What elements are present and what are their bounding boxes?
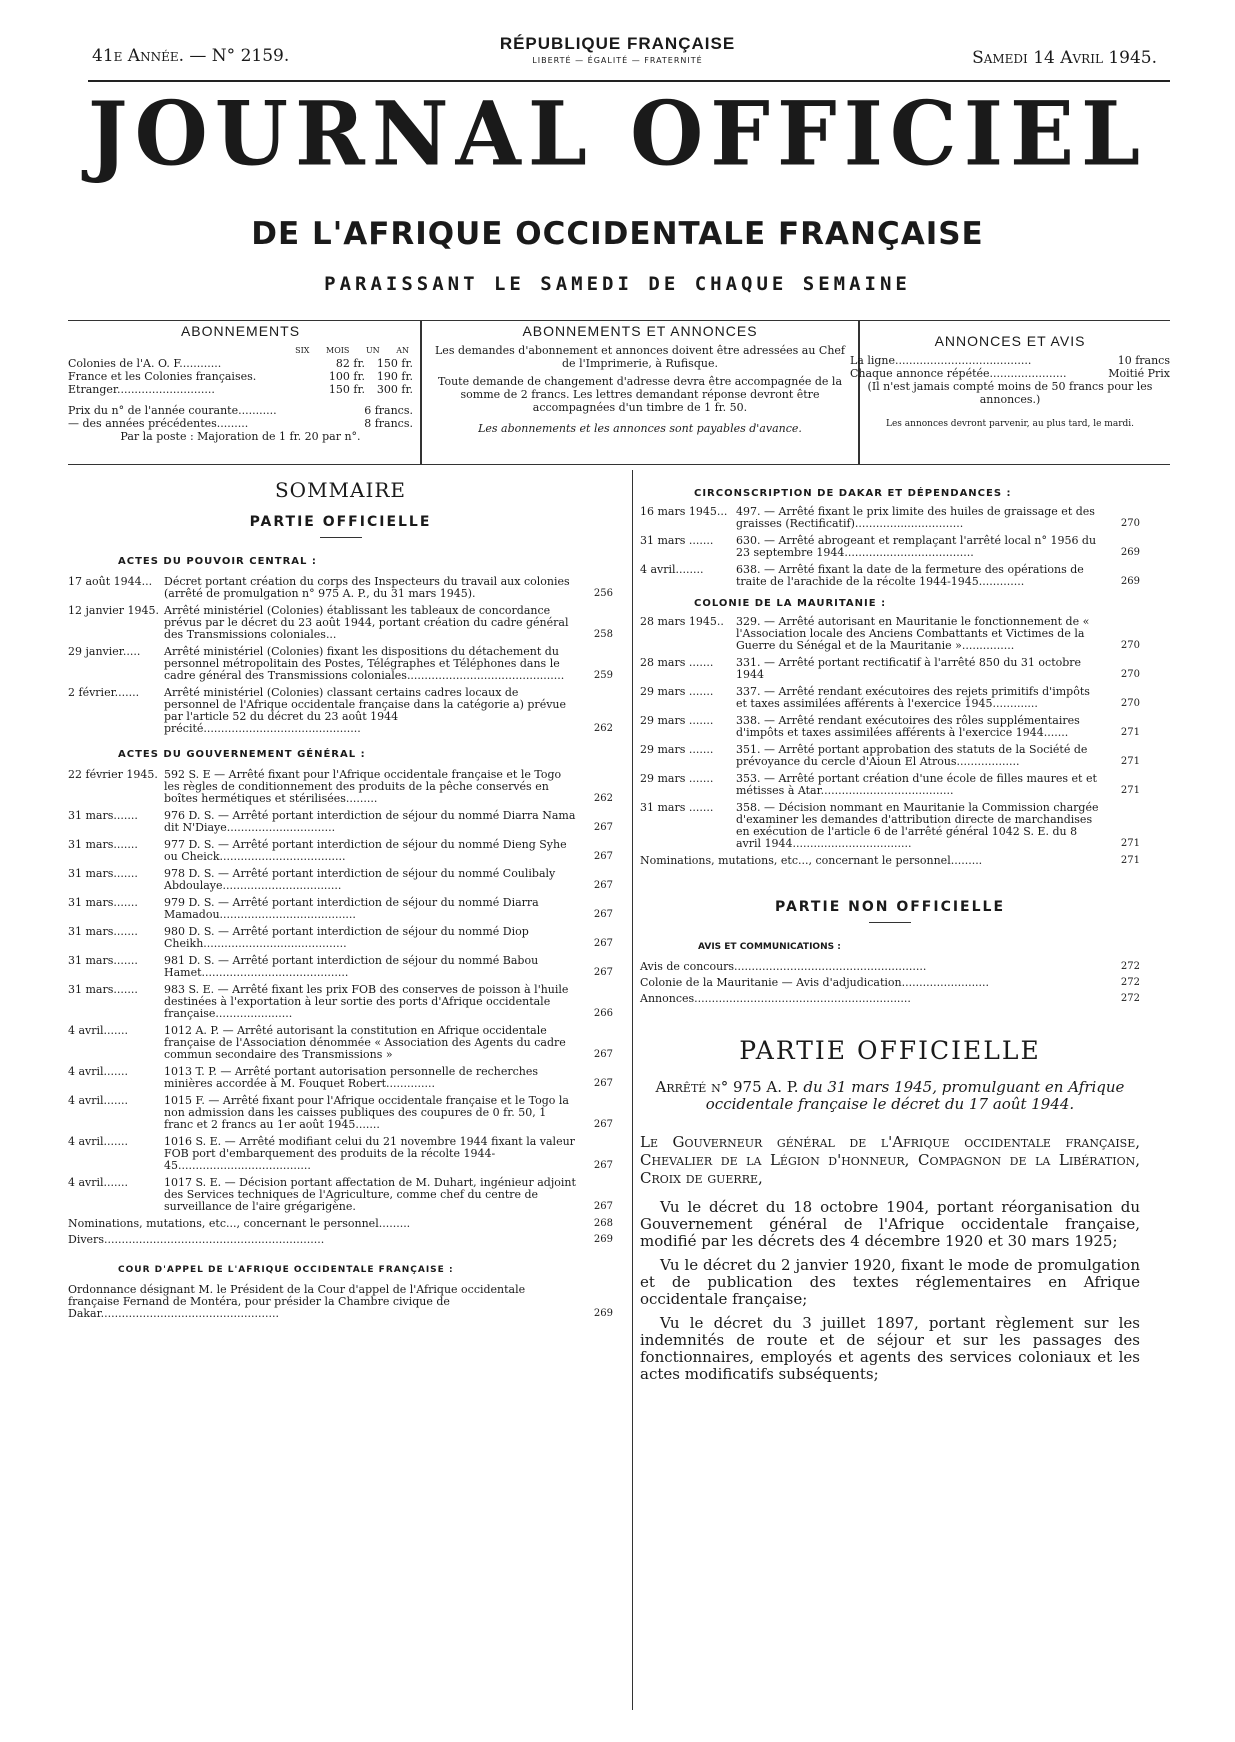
- entry-date: 31 mars .......: [640, 534, 714, 547]
- price-row: [68, 370, 413, 383]
- list-item: [68, 955, 613, 979]
- entry-text: Colonie de la Mauritanie — Avis d'adjudication.........................: [640, 976, 990, 989]
- entry-page: 269: [593, 1308, 613, 1319]
- list-item: [640, 616, 1140, 652]
- list-item: [68, 1177, 613, 1213]
- ads-box: [420, 321, 860, 464]
- entry-page: 269: [1120, 547, 1140, 558]
- list-item: [68, 1136, 613, 1172]
- article-partie-officielle: PARTIE OFFICIELLE: [739, 1036, 1041, 1065]
- entry-page: 272: [1120, 993, 1140, 1004]
- list-item: [640, 993, 1140, 1005]
- list-item: [640, 506, 1140, 530]
- entry-date: 31 mars.......: [68, 867, 138, 880]
- entry-text: 497. — Arrêté fixant le prix limite des huiles de graissage et des graisses (Rectificatif)...............................: [736, 505, 1095, 530]
- price-one-year: 150 fr.: [376, 357, 413, 370]
- summary-right-column: [640, 488, 1140, 1390]
- list-item: [640, 657, 1140, 681]
- price-value: 10 francs: [1117, 354, 1170, 367]
- entry-text: 977 D. S. — Arrêté portant interdiction de séjour du nommé Dieng Syhe ou Cheick....................................: [164, 838, 567, 863]
- partie-non-officielle: PARTIE NON OFFICIELLE: [774, 899, 1006, 915]
- masthead-top: [68, 34, 1167, 78]
- entry-text: 630. — Arrêté abrogeant et remplaçant l'arrêté local n° 1956 du 23 septembre 1944.....................................: [736, 534, 1097, 559]
- entry-page: 267: [593, 851, 613, 862]
- entry-page: 266: [593, 1008, 613, 1019]
- entry-date: 31 mars.......: [68, 838, 138, 851]
- summary-partie-officielle: PARTIE OFFICIELLE: [249, 514, 432, 530]
- article-title: [640, 1079, 1140, 1113]
- entry-page: 269: [593, 1234, 613, 1245]
- short-rule: [869, 922, 911, 923]
- entry-page: 268: [593, 1218, 613, 1229]
- subscriptions-box: [68, 321, 413, 464]
- list-item: [68, 1218, 613, 1230]
- notices-note: (Il n'est jamais compté moins de 50 francs pour les annonces.): [867, 380, 1153, 406]
- price-row: [68, 357, 413, 370]
- entry-page: 262: [593, 723, 613, 734]
- entry-text: Nominations, mutations, etc..., concernant le personnel.........: [68, 1217, 411, 1230]
- entry-date: 31 mars.......: [68, 809, 138, 822]
- price-one-year: 300 fr.: [376, 383, 413, 396]
- list-item: [68, 984, 613, 1020]
- entry-text: 353. — Arrêté portant création d'une école de filles maures et et métisses à Atar......................................: [736, 772, 1097, 797]
- republic-name: RÉPUBLIQUE FRANÇAISE: [499, 34, 736, 53]
- governor-preamble: Le Gouverneur général de l'Afrique occidentale française, Chevalier de la Légion d'honneur, Compagnon de la Libération, Croix de guerre,: [640, 1133, 1140, 1187]
- notices-rows: [850, 354, 1170, 380]
- list-item: [640, 773, 1140, 797]
- entry-page: 259: [593, 670, 613, 681]
- entry-date: 31 mars.......: [68, 983, 138, 996]
- entry-text: 1017 S. E. — Décision portant affectation de M. Duhart, ingénieur adjoint des Services techniques de l'Agriculture, comme chef du centre de surveillance de l'aire grégarigène.: [164, 1176, 576, 1213]
- price-six-months: 100 fr.: [328, 370, 365, 383]
- ads-text-2: Toute demande de changement d'adresse devra être accompagnée de la somme de 2 francs. Les lettres demandant réponse devront être accompagnées d'un timbre de 1 fr. 50.: [437, 375, 843, 414]
- dakar-list: [640, 506, 1140, 588]
- list-item: [68, 897, 613, 921]
- price-row: [68, 383, 413, 396]
- entry-date: 29 mars .......: [640, 743, 714, 756]
- entry-page: 262: [593, 793, 613, 804]
- entry-text: 351. — Arrêté portant approbation des statuts de la Société de prévoyance du cercle d'Aioun El Atrous..................: [736, 743, 1088, 768]
- column-divider: [632, 470, 633, 1710]
- entry-page: 267: [593, 1119, 613, 1130]
- article-paragraph: Vu le décret du 2 janvier 1920, fixant le mode de promulgation et de publication des textes réglementaires en Afrique occidentale française;: [640, 1256, 1140, 1308]
- list-item: [640, 715, 1140, 739]
- entry-page: 267: [593, 1160, 613, 1171]
- entry-page: 267: [593, 909, 613, 920]
- entry-text: 983 S. E. — Arrêté fixant les prix FOB des conserves de poisson à l'huile destinées à l'exportation à leur sortie des ports d'Afrique occidentale française......................: [164, 983, 569, 1020]
- entry-date: 29 mars .......: [640, 772, 714, 785]
- entry-text: 979 D. S. — Arrêté portant interdiction de séjour du nommé Diarra Mamadou.......................................: [164, 896, 539, 921]
- price-row: [68, 404, 413, 417]
- entry-page: 258: [593, 629, 613, 640]
- mauritanie-list: [640, 616, 1140, 850]
- entry-date: 29 mars .......: [640, 685, 714, 698]
- entry-text: 358. — Décision nommant en Mauritanie la Commission chargée d'examiner les demandes d'attribution directe de marchandises en exécution de l'article 6 de l'arrêté général 1042 S. E. du 8 avril 1944..................................: [736, 801, 1099, 850]
- entry-text: 978 D. S. — Arrêté portant interdiction de séjour du nommé Coulibaly Abdoulaye..................................: [164, 867, 556, 892]
- summary-title: SOMMAIRE: [274, 478, 407, 502]
- gouvernement-general-list: [68, 769, 613, 1213]
- entry-date: 4 avril.......: [68, 1135, 129, 1148]
- list-item: [68, 1234, 613, 1246]
- entry-page: 256: [593, 588, 613, 599]
- list-item: [68, 687, 613, 735]
- issue-number: 41e Année. — N° 2159.: [92, 46, 290, 66]
- entry-page: 270: [1120, 640, 1140, 651]
- list-item: [68, 605, 613, 641]
- ads-text-3: Les abonnements et les annonces sont payables d'avance.: [478, 422, 802, 435]
- entry-text: 1016 S. E. — Arrêté modifiant celui du 21 novembre 1944 fixant la valeur FOB port d'embarquement des produits de la récolte 1944-45......................................: [164, 1135, 575, 1172]
- entry-page: 267: [593, 1201, 613, 1212]
- entry-date: 4 avril.......: [68, 1024, 129, 1037]
- list-item: [68, 810, 613, 834]
- list-item: [68, 1025, 613, 1061]
- entry-page: 272: [1120, 977, 1140, 988]
- article-number: Arrêté n° 975 A. P.: [655, 1078, 799, 1096]
- entry-date: 31 mars.......: [68, 954, 138, 967]
- article-paragraph: Vu le décret du 18 octobre 1904, portant réorganisation du Gouvernement général de l'Afrique occidentale française, modifié par les décrets des 4 décembre 1920 et 30 mars 1925;: [640, 1198, 1140, 1250]
- entry-page: 267: [593, 938, 613, 949]
- notices-box: [850, 321, 1170, 464]
- list-item: [68, 868, 613, 892]
- price-label: La ligne.......................................: [850, 354, 1032, 367]
- entry-text: 329. — Arrêté autorisant en Mauritanie le fonctionnement de « l'Association locale des Anciens Combattants et Victimes de la Guerre du Sénégal et de la Mauritanie »...............: [736, 615, 1090, 652]
- entry-date: 31 mars.......: [68, 896, 138, 909]
- entry-text: Divers...............................................................: [68, 1233, 325, 1246]
- entry-page: 271: [1120, 756, 1140, 767]
- price-label: Prix du n° de l'année courante...........: [68, 404, 277, 417]
- entry-text: 338. — Arrêté rendant exécutoires des rôles supplémentaires d'impôts et taxes assimilées afférents à l'exercice 1944.......: [736, 714, 1080, 739]
- short-rule: [320, 537, 362, 538]
- price-value: 6 francs.: [364, 404, 413, 417]
- republic-motto: LIBERTÉ — ÉGALITÉ — FRATERNITÉ: [532, 56, 703, 65]
- price-row: [68, 417, 413, 430]
- pouvoir-central-list: [68, 576, 613, 735]
- entry-date: 22 février 1945.: [68, 768, 158, 781]
- list-item: [640, 535, 1140, 559]
- entry-text: 1013 T. P. — Arrêté portant autorisation personnelle de recherches minières accordée à M. Fouquet Robert..............: [164, 1065, 538, 1090]
- entry-text: Nominations, mutations, etc..., concernant le personnel.........: [640, 854, 983, 867]
- info-boxes: [68, 320, 1170, 465]
- list-item: [68, 576, 613, 600]
- entry-page: 267: [593, 967, 613, 978]
- entry-page: 267: [593, 880, 613, 891]
- subscriptions-heading: ABONNEMENTS: [180, 323, 301, 339]
- list-item: [68, 646, 613, 682]
- entry-date: 12 janvier 1945.: [68, 604, 160, 617]
- list-item: [68, 839, 613, 863]
- journal-tagline: PARAISSANT LE SAMEDI DE CHAQUE SEMAINE: [324, 273, 911, 295]
- article-body: [640, 1199, 1140, 1383]
- price-six-months: 82 fr.: [335, 357, 365, 370]
- entry-date: 29 mars .......: [640, 714, 714, 727]
- ads-heading: ABONNEMENTS ET ANNONCES: [522, 323, 758, 339]
- section-avis: AVIS ET COMMUNICATIONS :: [698, 942, 841, 952]
- entry-page: 270: [1120, 698, 1140, 709]
- section-gouvernement-general: ACTES DU GOUVERNEMENT GÉNÉRAL :: [118, 749, 366, 760]
- entry-text: Arrêté ministériel (Colonies) établissant les tableaux de concordance prévus par le décret du 23 août 1944, portant création du cadre général des Transmissions coloniales...: [164, 604, 569, 641]
- issue-date: Samedi 14 Avril 1945.: [972, 48, 1157, 68]
- entry-date: 2 février.......: [68, 686, 140, 699]
- article-title-text: du 31 mars 1945, promulguant en Afrique occidentale française le décret du 17 août 1944.: [705, 1078, 1125, 1113]
- postal-surcharge: Par la poste : Majoration de 1 fr. 20 par n°.: [120, 430, 361, 443]
- list-item: [68, 1095, 613, 1131]
- price-value: 8 francs.: [364, 417, 413, 430]
- price-row: [850, 354, 1170, 367]
- entry-date: 16 mars 1945...: [640, 505, 728, 518]
- entry-text: 638. — Arrêté fixant la date de la fermeture des opérations de traite de l'arachide de la récolte 1944-1945.............: [736, 563, 1084, 588]
- ads-text-1: Les demandes d'abonnement et annonces doivent être adressées au Chef de l'Imprimerie, à Rufisque.: [435, 344, 845, 370]
- price-label: Chaque annonce répétée......................: [850, 367, 1067, 380]
- entry-text: 1012 A. P. — Arrêté autorisant la constitution en Afrique occidentale française de l'Association dénommée « Association des Agents du cadre commun secondaire des Transmissions »: [164, 1024, 566, 1061]
- price-one-year: 190 fr.: [376, 370, 413, 383]
- entry-page: 270: [1120, 518, 1140, 529]
- entry-date: 4 avril.......: [68, 1094, 129, 1107]
- entry-text: 981 D. S. — Arrêté portant interdiction de séjour du nommé Babou Hamet..........................................: [164, 954, 539, 979]
- entry-date: 31 mars.......: [68, 925, 138, 938]
- entry-text: Arrêté ministériel (Colonies) fixant les dispositions du détachement du personnel métropolitain des Postes, Télégraphes et Téléphones dans le cadre général des Transmissions coloniales.............................................: [164, 645, 565, 682]
- entry-date: 29 janvier.....: [68, 645, 141, 658]
- entry-text: 980 D. S. — Arrêté portant interdiction de séjour du nommé Diop Cheikh.........................................: [164, 925, 529, 950]
- entry-text: 976 D. S. — Arrêté portant interdiction de séjour du nommé Diarra Nama dit N'Diaye...............................: [164, 809, 576, 834]
- entry-text: Avis de concours.......................................................: [640, 960, 927, 973]
- entry-page: 271: [1120, 838, 1140, 849]
- list-item: [68, 926, 613, 950]
- entry-page: 270: [1120, 669, 1140, 680]
- list-item: [640, 686, 1140, 710]
- issue-prices: [68, 404, 413, 430]
- entry-text: Décret portant création du corps des Inspecteurs du travail aux colonies (arrêté de promulgation n° 975 A. P., du 31 mars 1945).: [164, 575, 570, 600]
- entry-date: 4 avril........: [640, 563, 704, 576]
- price-label: Etranger............................: [68, 383, 215, 396]
- entry-text: Arrêté ministériel (Colonies) classant certains cadres locaux de personnel de l'Afrique occidentale française dans la catégorie a) prévue par l'article 52 du décret du 23 août 1944 précité.............................................: [164, 686, 567, 735]
- price-row: [850, 367, 1170, 380]
- list-item: [640, 855, 1140, 867]
- entry-text: Annonces..............................................................: [640, 992, 911, 1005]
- entry-page: 271: [1120, 785, 1140, 796]
- entry-page: 271: [1120, 855, 1140, 866]
- list-item: [68, 1284, 613, 1320]
- section-mauritanie: COLONIE DE LA MAURITANIE :: [694, 598, 887, 609]
- list-item: [68, 1066, 613, 1090]
- entry-date: 28 mars .......: [640, 656, 714, 669]
- entry-date: 4 avril.......: [68, 1176, 129, 1189]
- list-item: [640, 744, 1140, 768]
- article-paragraph: Vu le décret du 3 juillet 1897, portant règlement sur les indemnités de route et de séjour et sur les passages des fonctionnaires, employés et agents des services coloniaux et les actes modificatifs subséquents;: [640, 1314, 1140, 1383]
- entry-page: 267: [593, 1049, 613, 1060]
- entry-text: Ordonnance désignant M. le Président de la Cour d'appel de l'Afrique occidentale française Fernand de Montéra, pour présider la Chambre civique de Dakar...................................................: [68, 1283, 526, 1320]
- notices-deadline: Les annonces devront parvenir, au plus tard, le mardi.: [886, 419, 1134, 429]
- subscriptions-column-headers: SIX MOIS UN AN: [295, 346, 409, 355]
- entry-page: 271: [1120, 727, 1140, 738]
- summary-left-column: [68, 478, 613, 1324]
- subscriptions-rows: [68, 357, 413, 396]
- entry-date: 31 mars .......: [640, 801, 714, 814]
- price-value: Moitié Prix: [1108, 367, 1170, 380]
- avis-list: [640, 961, 1140, 1005]
- list-item: [640, 977, 1140, 989]
- entry-page: 267: [593, 1078, 613, 1089]
- entry-text: 1015 F. — Arrêté fixant pour l'Afrique occidentale française et le Togo la non admission dans les caisses publiques des coupures de 0 fr. 50, 1 franc et 2 francs au 1er août 1945.......: [164, 1094, 569, 1131]
- notices-heading: ANNONCES ET AVIS: [934, 333, 1086, 349]
- gouvernement-general-footer: [68, 1218, 613, 1246]
- price-label: Colonies de l'A. O. F............: [68, 357, 222, 370]
- journal-subtitle: DE L'AFRIQUE OCCIDENTALE FRANÇAISE: [251, 216, 984, 252]
- entry-page: 272: [1120, 961, 1140, 972]
- list-item: [640, 564, 1140, 588]
- section-cour-appel: COUR D'APPEL DE L'AFRIQUE OCCIDENTALE FRANÇAISE :: [118, 1265, 454, 1275]
- journal-title: JOURNAL OFFICIEL: [87, 81, 1148, 186]
- price-label: — des années précédentes.........: [68, 417, 249, 430]
- entry-date: 28 mars 1945..: [640, 615, 724, 628]
- entry-page: 269: [1120, 576, 1140, 587]
- price-label: France et les Colonies françaises.: [68, 370, 257, 383]
- entry-date: 4 avril.......: [68, 1065, 129, 1078]
- entry-text: 592 S. E — Arrêté fixant pour l'Afrique occidentale française et le Togo les règles de conditionnement des produits de la pêche conservés en boîtes hermétiques et stérilisées.........: [164, 768, 562, 805]
- entry-text: 331. — Arrêté portant rectificatif à l'arrêté 850 du 31 octobre 1944: [736, 656, 1082, 681]
- list-item: [640, 802, 1140, 850]
- list-item: [640, 961, 1140, 973]
- entry-page: 267: [593, 822, 613, 833]
- entry-date: 17 août 1944...: [68, 575, 153, 588]
- price-six-months: 150 fr.: [328, 383, 365, 396]
- list-item: [68, 769, 613, 805]
- section-dakar: CIRCONSCRIPTION DE DAKAR ET DÉPENDANCES :: [694, 488, 1012, 499]
- section-pouvoir-central: ACTES DU POUVOIR CENTRAL :: [118, 556, 317, 567]
- entry-text: 337. — Arrêté rendant exécutoires des rejets primitifs d'impôts et taxes assimilées afférents à l'exercice 1945.............: [736, 685, 1090, 710]
